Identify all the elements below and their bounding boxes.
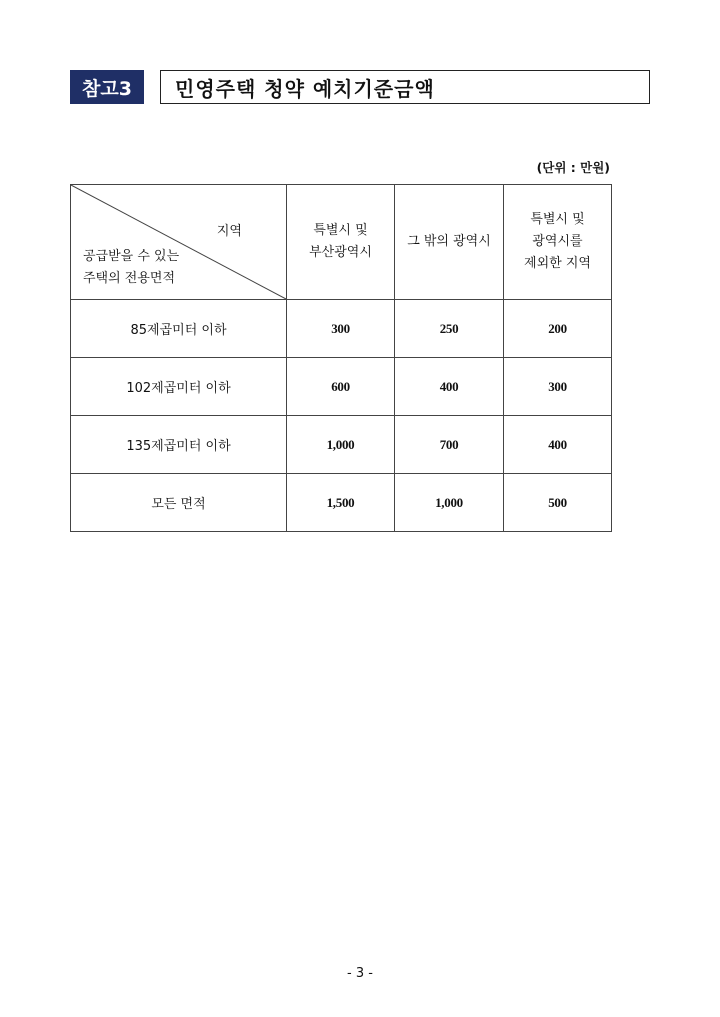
- column-header-line2: 광역시를: [532, 234, 583, 249]
- table-cell: 300: [287, 300, 395, 358]
- row-label: 102제곱미터 이하: [71, 358, 287, 416]
- table-cell: 250: [395, 300, 504, 358]
- page-number: - 3 -: [347, 966, 373, 981]
- table-cell: 1,500: [287, 474, 395, 532]
- column-header-line1: 그 밖의 광역시: [407, 234, 491, 249]
- column-header-line1: 특별시 및: [530, 212, 585, 227]
- table-row: [71, 474, 612, 532]
- table-cell: 700: [395, 416, 504, 474]
- corner-area-line1: 공급받을 수 있는: [83, 249, 180, 264]
- corner-region-label: 지역: [216, 224, 242, 239]
- table-cell: 400: [504, 416, 612, 474]
- row-label: 85제곱미터 이하: [71, 300, 287, 358]
- deposit-table: [70, 184, 612, 532]
- table-cell: 600: [287, 358, 395, 416]
- corner-area-label: [83, 246, 179, 290]
- table-cell: 400: [395, 358, 504, 416]
- column-header-other-regions: [504, 185, 612, 300]
- unit-note: (단위 : 만원): [536, 160, 610, 175]
- table-row: [71, 358, 612, 416]
- row-label: 135제곱미터 이하: [71, 416, 287, 474]
- column-header-line3: 제외한 지역: [524, 256, 591, 271]
- table-cell: 200: [504, 300, 612, 358]
- table-header-row: [71, 185, 612, 300]
- column-header-special-busan: [287, 185, 395, 300]
- table-row: [71, 416, 612, 474]
- table-cell: 300: [504, 358, 612, 416]
- table-cell: 1,000: [395, 474, 504, 532]
- column-header-line1: 특별시 및: [313, 223, 368, 238]
- row-label: 모든 면적: [71, 474, 287, 532]
- table-row: [71, 300, 612, 358]
- table-cell: 1,000: [287, 416, 395, 474]
- corner-header-cell: [71, 185, 287, 300]
- reference-badge: 참고3: [70, 70, 144, 104]
- column-header-line2: 부산광역시: [309, 245, 372, 260]
- column-header-other-metro: [395, 185, 504, 300]
- table-cell: 500: [504, 474, 612, 532]
- corner-area-line2: 주택의 전용면적: [83, 271, 176, 286]
- page-title: 민영주택 청약 예치기준금액: [160, 70, 650, 104]
